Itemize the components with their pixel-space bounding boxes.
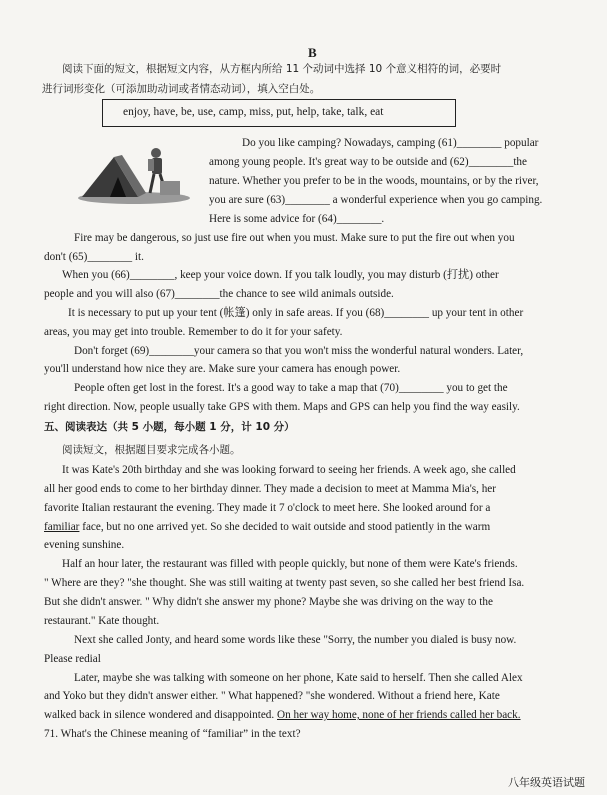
instruction-line-1: 阅读下面的短文，根据短文内容，从方框内所给 11 个动词中选择 10 个意义相符的词，必要时 — [62, 63, 502, 75]
passage-5-line-5: evening sunshine. — [44, 539, 125, 551]
passage-b-line-7: don't (65)________ it. — [44, 251, 144, 263]
passage-5-line-14 — [44, 708, 521, 722]
passage-5-line-12: Later, maybe she was talking with someone on her phone, Kate said to herself. Then she called Alex — [74, 672, 523, 684]
passage-b-line-6: Fire may be dangerous, so just use fire out when you must. Make sure to put the fire out when you — [74, 232, 515, 244]
passage-b-line-15: right direction. Now, people usually take GPS with them. Maps and GPS can help you find the way easily. — [44, 401, 520, 413]
passage-5-line-4-rest: face, but no one arrived yet. So she decided to wait outside and stood patiently in the warm — [79, 521, 491, 533]
question-71: 71. What's the Chinese meaning of “familiar” in the text? — [44, 728, 301, 740]
underlined-word-familiar: familiar — [44, 521, 80, 533]
passage-b-line-1: Do you like camping? Nowadays, camping (61)________ popular — [242, 137, 539, 149]
passage-b-line-3: nature. Whether you prefer to be in the woods, mountains, or by the river, — [209, 175, 539, 187]
instruction-line-2: 进行词形变化（可添加助动词或者情态动词），填入空白处。 — [42, 83, 321, 95]
passage-5-line-3: favorite Italian restaurant the evening. They made it 7 o'clock to meet here. She looked around for a — [44, 502, 491, 514]
underlined-sentence: On her way home, none of her friends called her back. — [277, 709, 521, 721]
passage-5-line-1: It was Kate's 20th birthday and she was looking forward to seeing her friends. A week ago, she called — [62, 464, 516, 476]
passage-5-line-4 — [44, 520, 490, 534]
passage-b-line-4: you are sure (63)________ a wonderful experience when you go camping. — [209, 194, 543, 206]
word-list: enjoy, have, be, use, camp, miss, put, help, take, talk, eat — [123, 106, 384, 118]
passage-b-line-11: areas, you may get into trouble. Remember to do it for your safety. — [44, 326, 343, 338]
passage-b-line-10: It is necessary to put up your tent (帐篷) only in safe areas. If you (68)________ up your tent in other — [68, 307, 524, 319]
passage-b-line-8: When you (66)________, keep your voice down. If you talk loudly, you may disturb (打扰) other — [62, 269, 499, 281]
passage-5-line-13: and Yoko but they didn't answer either. " What happened? "she wondered. Without a friend here, Kate — [44, 690, 500, 702]
word-box — [102, 99, 456, 127]
passage-5-line-14-start: walked back in silence wondered and disappointed. — [44, 709, 277, 721]
passage-5-line-7: " Where are they? "she thought. She was still waiting at twenty past seven, so she called her best friend Isa. — [44, 577, 525, 589]
passage-b-line-5: Here is some advice for (64)________. — [209, 213, 385, 225]
passage-5-line-11: Please redial — [44, 653, 101, 665]
camping-illustration — [74, 143, 192, 205]
passage-5-line-8: But she didn't answer. " Why didn't she answer my phone? Maybe she was driving on the way to the — [44, 596, 493, 608]
passage-5-line-2: all her good ends to come to her birthday dinner. They made a decision to meet at Mamma Mia's, her — [44, 483, 496, 495]
page-footer: 八年级英语试题 — [508, 776, 585, 789]
section-5-title: 五、阅读表达（共 5 小题，每小题 1 分，计 10 分） — [44, 421, 295, 433]
passage-b-line-14: People often get lost in the forest. It's a good way to take a map that (70)________ you to get the — [74, 382, 508, 394]
passage-b-line-2: among young people. It's great way to be outside and (62)________the — [209, 156, 527, 168]
passage-5-line-10: Next she called Jonty, and heard some words like these "Sorry, the number you dialed is busy now. — [74, 634, 517, 646]
section-letter: B — [308, 45, 317, 60]
passage-b-line-9: people and you will also (67)________the chance to see wild animals outside. — [44, 288, 394, 300]
passage-b-line-13: you'll understand how nice they are. Make sure your camera has enough power. — [44, 363, 401, 375]
passage-5-line-6: Half an hour later, the restaurant was filled with people quickly, but none of them were Kate's friends. — [62, 558, 518, 570]
passage-5-line-9: restaurant." Kate thought. — [44, 615, 160, 627]
passage-b-line-12: Don't forget (69)________your camera so that you won't miss the wonderful natural wonders. Later, — [74, 345, 524, 357]
section-5-instruction: 阅读短文，根据题目要求完成各小题。 — [62, 444, 241, 456]
